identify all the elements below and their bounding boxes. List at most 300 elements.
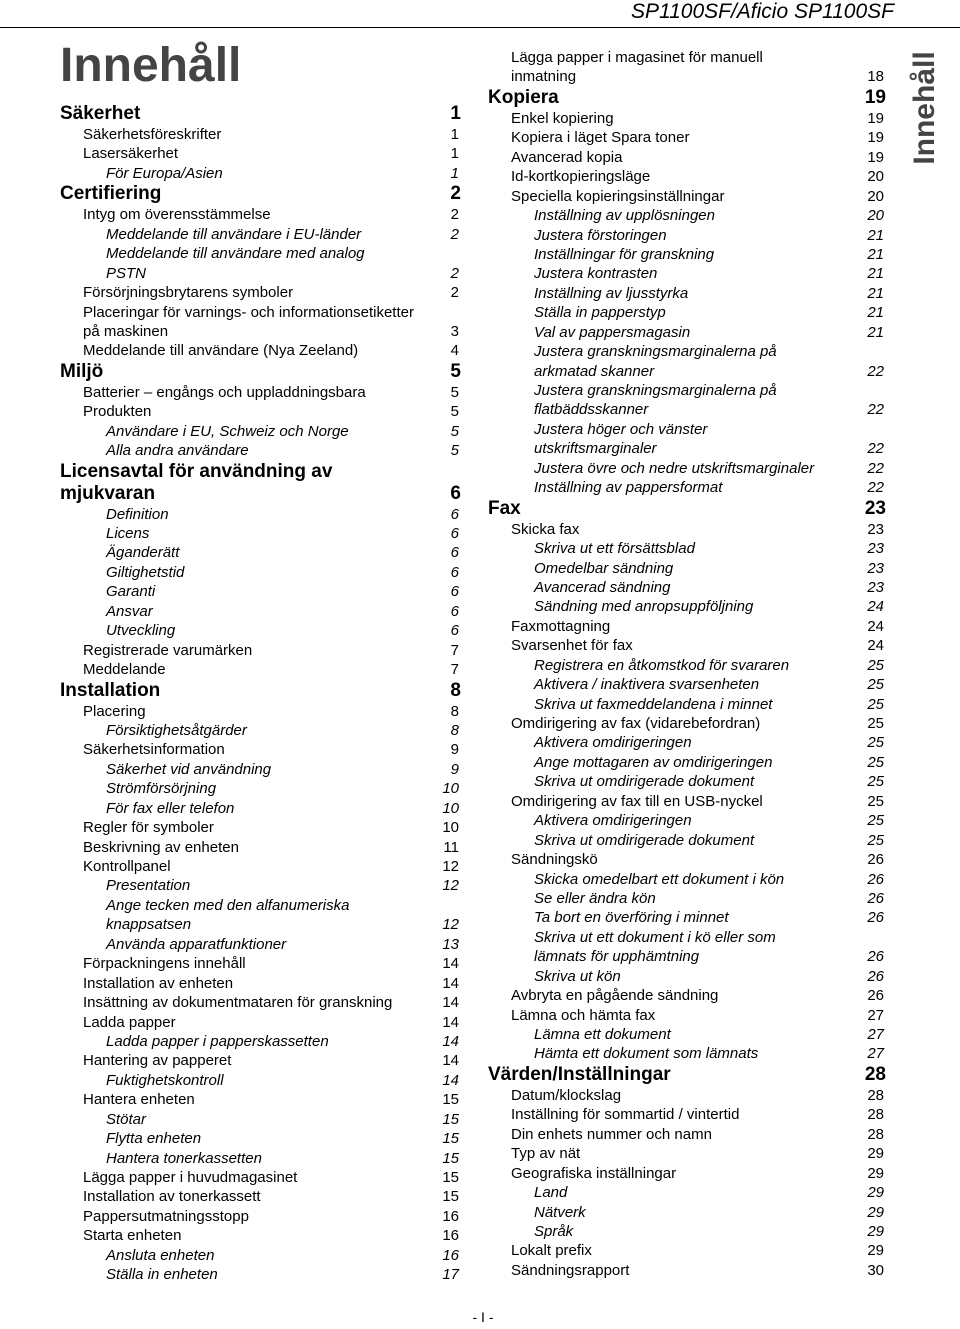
toc-entry[interactable] [488, 539, 888, 558]
toc-entry-title: Inställning för sommartid / vintertid [511, 1106, 740, 1124]
toc-entry-title: Definition [106, 505, 169, 523]
toc-entry[interactable] [488, 1183, 888, 1202]
toc-entry-title: Sändningskö [511, 851, 598, 869]
toc-entry[interactable] [60, 1090, 463, 1109]
toc-entry-page: 23 [867, 520, 884, 538]
toc-entry-title: Sändning med anropsuppföljning [534, 598, 754, 616]
toc-entry-title: Värden/Inställningar [488, 1063, 671, 1085]
toc-entry[interactable] [488, 617, 888, 636]
toc-entry[interactable] [488, 67, 888, 86]
toc-entry-title: Land [534, 1184, 568, 1202]
toc-entry[interactable] [488, 245, 888, 264]
toc-entry-title: på maskinen [83, 322, 169, 340]
toc-entry-title: Justera kontrasten [534, 265, 658, 283]
toc-entry-title: Justera granskningsmarginalerna på [534, 343, 777, 361]
toc-entry-page: 4 [450, 342, 459, 360]
toc-section-heading[interactable] [60, 183, 463, 205]
toc-entry-page: 22 [867, 440, 884, 458]
toc-entry[interactable] [60, 1246, 463, 1265]
toc-entry-page: 21 [867, 265, 884, 283]
toc-entry-page: 23 [867, 578, 884, 596]
toc-entry-page: 22 [867, 401, 884, 419]
toc-entry-page: 19 [867, 148, 884, 166]
toc-entry[interactable] [60, 818, 463, 837]
toc-entry-title: Aktivera / inaktivera svarsenheten [534, 676, 760, 694]
toc-entry-title: Avbryta en pågående sändning [511, 987, 719, 1005]
toc-entry-page: 24 [867, 617, 884, 635]
toc-entry-page: 29 [867, 1222, 884, 1240]
toc-entry-title: För Europa/Asien [106, 164, 223, 182]
toc-entry-title: Flytta enheten [106, 1130, 202, 1148]
toc-section-heading[interactable] [60, 361, 463, 383]
toc-entry[interactable] [60, 641, 463, 660]
toc-entry[interactable] [60, 505, 463, 524]
toc-entry[interactable] [60, 935, 463, 954]
toc-entry[interactable] [60, 896, 463, 915]
toc-entry-page: 25 [867, 695, 884, 713]
toc-entry[interactable] [488, 597, 888, 616]
toc-entry[interactable] [488, 284, 888, 303]
page-title: Innehåll [60, 39, 242, 92]
toc-section-heading[interactable] [60, 483, 463, 505]
toc-entry[interactable] [60, 1149, 463, 1168]
toc-entry[interactable] [60, 974, 463, 993]
toc-entry-page: 14 [442, 974, 459, 992]
toc-entry-page: 28 [864, 1063, 886, 1085]
toc-entry[interactable] [60, 1032, 463, 1051]
toc-entry-page: 14 [442, 1071, 459, 1089]
toc-entry-page: 6 [450, 583, 459, 601]
toc-entry[interactable] [60, 954, 463, 973]
toc-entry-title: Lägga papper i huvudmagasinet [83, 1169, 298, 1186]
toc-entry-title: Nätverk [534, 1203, 586, 1221]
toc-entry-page: 15 [442, 1130, 459, 1148]
toc-entry-title: Hantera tonerkassetten [106, 1149, 262, 1167]
toc-entry[interactable] [488, 714, 888, 733]
toc-entry[interactable] [60, 422, 463, 441]
toc-entry[interactable] [488, 1144, 888, 1163]
toc-entry-page: 8 [450, 721, 459, 739]
toc-entry[interactable] [488, 578, 888, 597]
toc-entry[interactable] [488, 772, 888, 791]
toc-entry[interactable] [60, 303, 463, 322]
toc-entry-title: Intyg om överensstämmelse [83, 206, 271, 224]
toc-entry[interactable] [488, 908, 888, 927]
toc-entry-title: Hämta ett dokument som lämnats [534, 1045, 759, 1063]
toc-entry[interactable] [60, 1051, 463, 1070]
toc-entry-page: 16 [442, 1227, 459, 1245]
toc-entry-title: Användare i EU, Schweiz och Norge [106, 422, 349, 440]
toc-entry-title: Datum/klockslag [511, 1086, 622, 1104]
toc-entry[interactable] [60, 543, 463, 562]
toc-entry[interactable] [488, 226, 888, 245]
toc-entry[interactable] [488, 420, 888, 439]
toc-entry-title: Skriva ut ett försättsblad [534, 540, 695, 558]
toc-entry-page: 9 [450, 741, 459, 759]
toc-entry[interactable] [60, 264, 463, 283]
toc-entry[interactable] [60, 1110, 463, 1129]
toc-entry-title: Hantering av papperet [83, 1052, 232, 1070]
toc-entry[interactable] [488, 1203, 888, 1222]
toc-entry[interactable] [60, 1265, 463, 1284]
toc-entry[interactable] [488, 733, 888, 752]
toc-entry-page: 8 [450, 702, 459, 720]
toc-entry-title: Insättning av dokumentmataren för granskning [83, 994, 393, 1012]
toc-entry-title: Säkerhet vid användning [106, 760, 272, 778]
toc-entry-page: 26 [867, 987, 884, 1005]
toc-entry-page: 6 [450, 602, 459, 620]
toc-entry-title: Säkerhetsföreskrifter [83, 126, 222, 143]
toc-entry-title: Se eller ändra kön [534, 889, 656, 907]
toc-entry-title: Språk [534, 1222, 574, 1240]
toc-entry-page: 14 [442, 1013, 459, 1031]
toc-entry-title: Lämna ett dokument [534, 1026, 671, 1043]
toc-entry-title: Lokalt prefix [511, 1242, 592, 1260]
toc-entry-page: 2 [450, 183, 461, 205]
toc-entry-title: Kopiera [488, 86, 559, 108]
toc-entry[interactable] [60, 779, 463, 798]
toc-entry-page: 23 [867, 559, 884, 577]
toc-entry[interactable] [60, 660, 463, 679]
toc-entry-page: 5 [450, 383, 459, 401]
toc-entry[interactable] [488, 478, 888, 497]
toc-entry-page: 11 [443, 838, 459, 856]
toc-entry-title: PSTN [106, 264, 147, 282]
toc-entry[interactable] [60, 621, 463, 640]
toc-entry-page: 25 [867, 831, 884, 849]
toc-entry-title: Faxmottagning [511, 617, 611, 635]
toc-entry[interactable] [488, 1025, 888, 1044]
toc-entry-title: Inställning av ljusstyrka [534, 284, 689, 302]
toc-entry-page: 15 [442, 1149, 459, 1167]
toc-entry[interactable] [60, 876, 463, 895]
toc-entry-page: 26 [867, 967, 884, 985]
toc-entry-title: Installation av tonerkassett [83, 1188, 261, 1206]
toc-entry-page: 3 [450, 322, 459, 340]
toc-entry-title: Fuktighetskontroll [106, 1071, 224, 1089]
toc-entry-page: 25 [867, 656, 884, 674]
toc-entry-page: 21 [867, 284, 884, 302]
toc-entry-page: 26 [867, 851, 884, 869]
toc-entry-title: Enkel kopiering [511, 109, 614, 127]
toc-entry-title: Regler för symboler [83, 819, 214, 837]
toc-entry-page: 2 [450, 206, 459, 224]
toc-entry[interactable] [488, 1261, 888, 1280]
toc-entry-page: 26 [867, 870, 884, 888]
toc-entry[interactable] [488, 109, 888, 128]
toc-entry[interactable] [488, 206, 888, 225]
toc-entry-page: 6 [450, 505, 459, 523]
toc-entry[interactable] [488, 520, 888, 539]
toc-entry[interactable] [488, 1222, 888, 1241]
toc-entry-title: Registrera en åtkomstkod för svararen [534, 656, 790, 674]
toc-entry[interactable] [60, 1168, 463, 1187]
toc-entry-page: 21 [867, 226, 884, 244]
toc-entry[interactable] [488, 675, 888, 694]
toc-entry-title: Försiktighetsåtgärder [106, 721, 247, 739]
toc-entry-title: Lasersäkerhet [83, 145, 179, 163]
toc-entry-title: lämnats för upphämtning [534, 948, 700, 966]
toc-entry-page: 14 [442, 955, 459, 973]
toc-entry-page: 1 [450, 103, 461, 124]
toc-entry[interactable] [60, 563, 463, 582]
toc-entry[interactable] [60, 144, 463, 163]
toc-entry-title: Försörjningsbrytarens symboler [83, 284, 294, 302]
toc-entry-page: 27 [867, 1045, 884, 1063]
toc-entry-title: Inställningar för granskning [534, 245, 715, 263]
toc-entry-title: Giltighetstid [106, 563, 185, 581]
toc-entry-page: 25 [867, 676, 884, 694]
toc-entry-title: Ställa in papperstyp [534, 304, 666, 322]
toc-entry-title: Använda apparatfunktioner [106, 935, 287, 953]
toc-entry[interactable] [488, 831, 888, 850]
toc-entry[interactable] [60, 402, 463, 421]
toc-entry-title: Omdirigering av fax (vidarebefordran) [511, 715, 761, 732]
toc-entry-title: Justera höger och vänster [534, 420, 708, 438]
toc-entry[interactable] [60, 341, 463, 360]
toc-entry[interactable] [488, 559, 888, 578]
toc-entry-page: 15 [442, 1110, 459, 1128]
toc-entry[interactable] [60, 740, 463, 759]
toc-entry-page: 27 [867, 1026, 884, 1043]
toc-entry[interactable] [488, 695, 888, 714]
toc-entry-title: Presentation [106, 877, 191, 895]
toc-entry-title: Säkerhetsinformation [83, 741, 225, 759]
toc-entry[interactable] [60, 721, 463, 740]
toc-entry[interactable] [488, 1241, 888, 1260]
toc-entry-page: 1 [450, 145, 459, 163]
toc-entry[interactable] [60, 205, 463, 224]
toc-entry[interactable] [488, 967, 888, 986]
page-footer [0, 1309, 960, 1325]
toc-entry-title: Typ av nät [511, 1145, 581, 1163]
toc-entry-page: 28 [867, 1086, 884, 1104]
toc-entry-title: Skriva ut kön [534, 967, 621, 985]
toc-entry-title: arkmatad skanner [534, 362, 655, 380]
toc-entry-title: Licens [106, 525, 150, 542]
toc-entry[interactable] [488, 342, 888, 361]
toc-entry-page: 6 [450, 482, 461, 504]
toc-entry-page: 5 [450, 422, 459, 440]
toc-entry[interactable] [488, 947, 888, 966]
toc-entry[interactable] [60, 383, 463, 402]
toc-entry-page: 1 [450, 164, 459, 182]
toc-entry[interactable] [488, 362, 888, 381]
toc-entry-title: Certifiering [60, 183, 162, 205]
toc-entry[interactable] [488, 128, 888, 147]
toc-entry[interactable] [488, 439, 888, 458]
toc-entry-title: Sändningsrapport [511, 1261, 630, 1279]
toc-entry-page: 19 [867, 109, 884, 127]
toc-entry-title: Kopiera i läget Spara toner [511, 129, 690, 147]
toc-entry[interactable] [488, 400, 888, 419]
toc-entry-title: Produkten [83, 403, 152, 421]
toc-entry[interactable] [60, 283, 463, 302]
toc-entry-page: 2 [450, 225, 459, 243]
toc-entry[interactable] [488, 636, 888, 655]
toc-entry[interactable] [60, 760, 463, 779]
toc-entry-title: Geografiska inställningar [511, 1164, 677, 1182]
toc-entry[interactable] [60, 1226, 463, 1245]
toc-section-heading[interactable] [60, 461, 463, 483]
toc-entry[interactable] [60, 125, 463, 144]
toc-entry[interactable] [488, 850, 888, 869]
side-tab [908, 50, 942, 165]
toc-entry-title: Placeringar för varnings- och informationsetiketter [83, 303, 414, 321]
toc-entry-page: 25 [867, 753, 884, 771]
toc-entry-title: Ladda papper [83, 1013, 176, 1031]
toc-entry[interactable] [488, 792, 888, 811]
toc-entry[interactable] [60, 838, 463, 857]
toc-entry[interactable] [60, 1013, 463, 1032]
toc-entry-page: 13 [442, 935, 459, 953]
toc-entry-title: Ansluta enheten [106, 1246, 215, 1264]
toc-entry-page: 20 [867, 168, 884, 186]
toc-entry[interactable] [488, 928, 888, 947]
toc-entry[interactable] [488, 656, 888, 675]
toc-entry-title: Meddelande till användare i EU-länder [106, 225, 362, 243]
toc-entry[interactable] [60, 1187, 463, 1206]
toc-entry[interactable] [488, 187, 888, 206]
toc-entry-title: Beskrivning av enheten [83, 838, 239, 856]
toc-entry-page: 23 [864, 497, 886, 519]
toc-section-heading[interactable] [488, 498, 888, 520]
toc-entry-page: 29 [867, 1203, 884, 1221]
toc-entry[interactable] [488, 753, 888, 772]
toc-entry-title: Meddelande [83, 661, 166, 679]
toc-entry-page: 18 [867, 68, 884, 86]
toc-right-column [488, 48, 888, 1280]
toc-entry-title: Meddelande till användare med analog [106, 245, 365, 263]
toc-section-heading[interactable] [60, 680, 463, 702]
toc-entry-title: Skriva ut omdirigerade dokument [534, 831, 755, 849]
toc-entry[interactable] [488, 1125, 888, 1144]
toc-entry-page: 9 [450, 760, 459, 778]
toc-entry[interactable] [488, 870, 888, 889]
toc-entry[interactable] [488, 303, 888, 322]
toc-entry-title: Avancerad sändning [534, 578, 671, 596]
document-model-header: SP1100SF/Aficio SP1100SF [630, 0, 894, 23]
toc-entry-page: 22 [867, 459, 884, 477]
toc-entry[interactable] [488, 1086, 888, 1105]
toc-entry-title: Installation av enheten [83, 974, 234, 992]
toc-entry-title: Speciella kopieringsinställningar [511, 187, 725, 205]
toc-entry-title: Förpackningens innehåll [83, 955, 246, 973]
toc-entry[interactable] [60, 602, 463, 621]
toc-entry-title: Ange tecken med den alfanumeriska [106, 896, 350, 914]
toc-entry[interactable] [60, 1071, 463, 1090]
toc-entry-title: Strömförsörjning [106, 780, 217, 798]
toc-entry[interactable] [488, 381, 888, 400]
toc-entry[interactable] [488, 148, 888, 167]
toc-entry-page: 15 [442, 1169, 459, 1186]
toc-entry-title: Aktivera omdirigeringen [534, 812, 692, 830]
header-divider [0, 27, 960, 28]
toc-entry-page: 19 [864, 86, 886, 108]
toc-entry-title: Säkerhet [60, 103, 141, 124]
toc-entry-title: Utveckling [106, 622, 176, 640]
toc-entry[interactable] [60, 857, 463, 876]
toc-section-heading[interactable] [488, 1064, 888, 1086]
toc-entry[interactable] [60, 322, 463, 341]
toc-entry-title: Licensavtal för användning av [60, 460, 333, 482]
toc-entry[interactable] [488, 986, 888, 1005]
toc-entry-title: Kontrollpanel [83, 858, 171, 875]
toc-entry-title: Ta bort en överföring i minnet [534, 909, 729, 927]
toc-entry[interactable] [60, 915, 463, 934]
toc-entry[interactable] [60, 164, 463, 183]
toc-entry[interactable] [488, 889, 888, 908]
toc-entry[interactable] [488, 323, 888, 342]
toc-entry-page: 15 [442, 1091, 459, 1109]
toc-entry-page: 19 [867, 129, 884, 147]
toc-entry[interactable] [488, 48, 888, 67]
toc-entry-title: Placering [83, 702, 146, 720]
toc-entry-page: 6 [450, 544, 459, 562]
toc-entry-page: 21 [867, 304, 884, 322]
toc-entry-page: 1 [450, 126, 459, 143]
toc-entry[interactable] [488, 1105, 888, 1124]
toc-entry-title: Svarsenhet för fax [511, 637, 633, 655]
toc-entry[interactable] [60, 1207, 463, 1226]
toc-entry[interactable] [60, 1129, 463, 1148]
toc-entry-title: Inställning av upplösningen [534, 207, 715, 225]
toc-entry[interactable] [488, 1006, 888, 1025]
toc-entry-title: Hantera enheten [83, 1091, 195, 1109]
toc-entry-title: Ladda papper i papperskassetten [106, 1032, 329, 1050]
toc-entry[interactable] [60, 524, 463, 543]
toc-entry[interactable] [60, 582, 463, 601]
toc-entry[interactable] [488, 1044, 888, 1063]
toc-entry[interactable] [488, 1164, 888, 1183]
toc-entry-title: Meddelande till användare (Nya Zeeland) [83, 342, 359, 360]
toc-entry[interactable] [60, 799, 463, 818]
toc-entry-title: Din enhets nummer och namn [511, 1125, 712, 1143]
toc-entry-page: 23 [867, 540, 884, 558]
toc-entry-title: Inställning av pappersformat [534, 479, 723, 497]
toc-section-heading[interactable] [488, 87, 888, 109]
toc-entry[interactable] [488, 264, 888, 283]
toc-section-heading[interactable] [60, 103, 463, 125]
toc-entry-page: 22 [867, 362, 884, 380]
toc-entry-page: 29 [867, 1242, 884, 1260]
toc-entry[interactable] [60, 225, 463, 244]
toc-entry[interactable] [60, 244, 463, 263]
toc-entry-title: Justera övre och nedre utskriftsmarginaler [534, 459, 815, 477]
toc-entry-title: Lämna och hämta fax [511, 1006, 656, 1024]
toc-entry-page: 20 [867, 187, 884, 205]
toc-entry-title: Garanti [106, 583, 156, 601]
toc-entry[interactable] [60, 993, 463, 1012]
page-number: - I - [472, 1309, 494, 1325]
toc-entry[interactable] [488, 811, 888, 830]
toc-entry-title: Lägga papper i magasinet för manuell [511, 49, 763, 66]
toc-entry-page: 5 [450, 403, 459, 421]
toc-entry-title: Pappersutmatningsstopp [83, 1207, 249, 1225]
toc-entry-title: Skicka omedelbart ett dokument i kön [534, 870, 785, 888]
toc-entry-page: 12 [442, 877, 459, 895]
toc-entry[interactable] [488, 459, 888, 478]
toc-entry-page: 10 [442, 819, 459, 837]
toc-entry-title: Val av pappersmagasin [534, 323, 691, 341]
toc-entry-page: 26 [867, 889, 884, 907]
toc-entry-page: 21 [867, 323, 884, 341]
toc-entry[interactable] [488, 167, 888, 186]
toc-entry-title: flatbäddsskanner [534, 401, 649, 419]
toc-entry[interactable] [60, 441, 463, 460]
toc-entry[interactable] [60, 702, 463, 721]
toc-entry-page: 24 [867, 598, 884, 616]
